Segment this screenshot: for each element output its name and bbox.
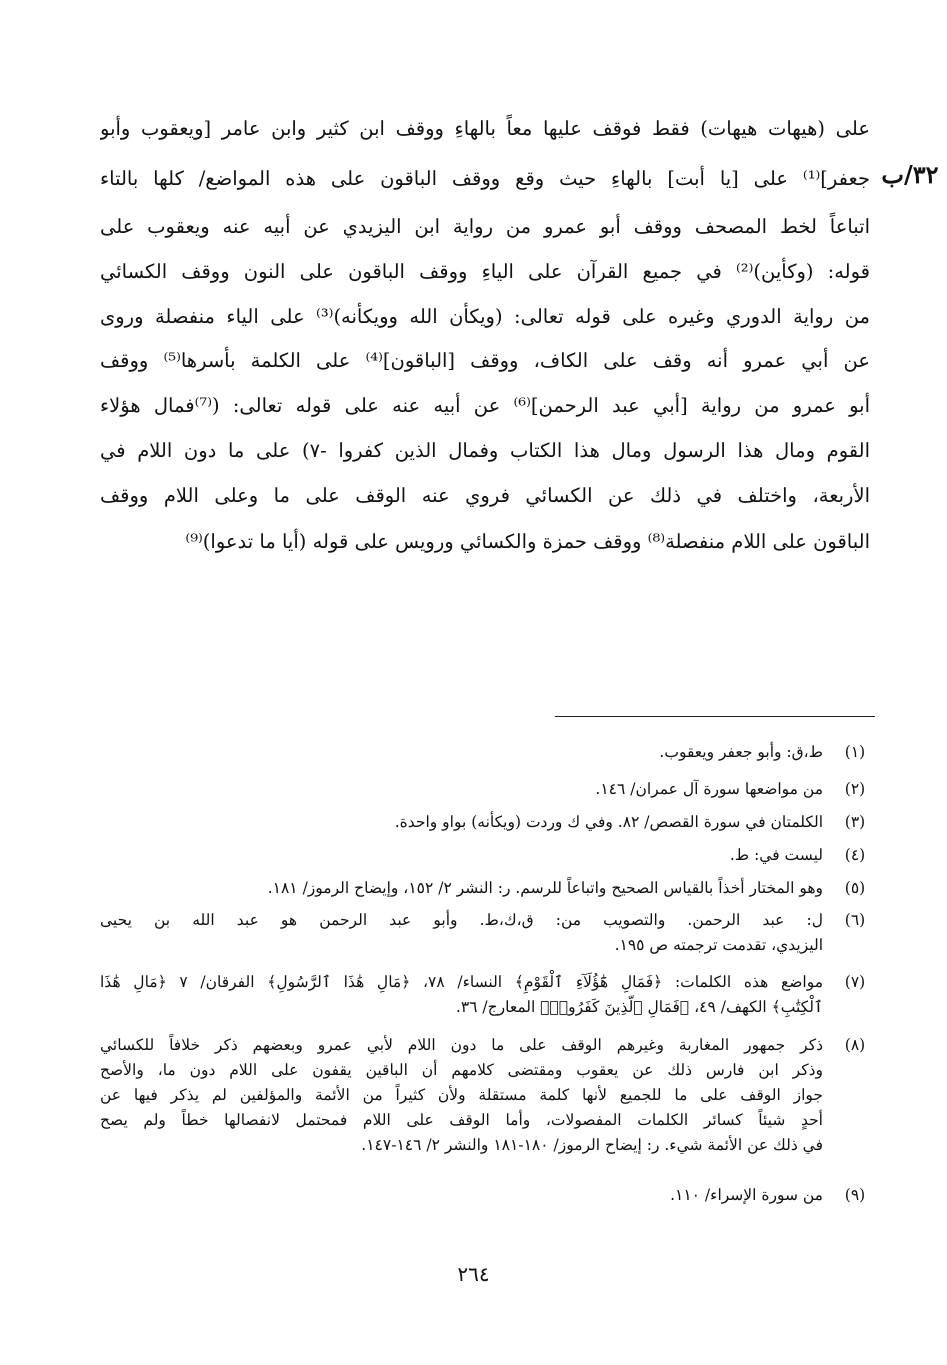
main-text-line: أبو عمرو من رواية [أبي عبد الرحمن]⁽⁶⁾ عن أبيه عنه على قوله تعالى: (⁽⁷⁾فمال هؤلاء: [100, 394, 870, 417]
main-text-line: قوله: (وكأين)⁽²⁾ في جميع القرآن على الياءِ ووقف الباقون على النون ووقف الكسائي: [100, 260, 870, 283]
footnote: [100, 1183, 875, 1208]
main-text-line: اتباعاً لخط المصحف ووقف أبو عمرو من رواية ابن اليزيدي عن أبيه عنه ويعقوب على: [100, 215, 870, 238]
footnote-number: (٣): [844, 813, 866, 831]
main-text-line: من رواية الدوري وغيره على قوله تعالى: (ويكأن الله وويكأنه)⁽³⁾ على الياء منفصلة وروى: [100, 305, 870, 328]
footnote: [100, 1033, 875, 1158]
footnote-number: (٢): [844, 780, 866, 798]
footnote-separator: [555, 716, 875, 717]
footnote-number: (١): [844, 743, 866, 761]
footnote-line: في ذلك عن الأئمة شيء. ر: إيضاح الرموز/ ١٨٠-١٨١ والنشر ٢/ ١٤٦-١٤٧.: [361, 1136, 823, 1154]
footnote-number: (٧): [844, 973, 866, 991]
footnote-number: (٨): [844, 1036, 866, 1054]
footnote-line: ط،ق: وأبو جعفر ويعقوب.: [659, 743, 823, 761]
margin-folio-note: ٣٢/ب: [881, 160, 939, 189]
footnote-line: ل: عبد الرحمن. والتصويب من: ق،ك،ط. وأبو عبد الرحمن هو عبد الله بن يحيى: [100, 911, 823, 929]
main-text-line: الباقون على اللام منفصلة⁽⁸⁾ ووقف حمزة والكسائي ورويس على قوله (أيا ما تدعوا)⁽⁹⁾: [185, 530, 870, 553]
footnote-number: (٦): [844, 911, 866, 929]
main-text-line: القوم ومال هذا الرسول ومال هذا الكتاب وفمال الذين كفروا -٧) على ما دون اللام في: [100, 439, 870, 462]
footnote-line: أحدٍ شيئاً كسائر الكلمات المفصولات، وأما الوقف على اللام فمحتمل لانفصالها خطاً ولم يصح: [100, 1111, 823, 1129]
main-text-line: على (هيهات هيهات) فقط فوقف عليها معاً بالهاءِ ووقف ابن كثير وابن عامر [ويعقوب وأبو: [100, 117, 870, 140]
footnote-line: من مواضعها سورة آل عمران/ ١٤٦.: [595, 780, 823, 798]
footnote-line: وهو المختار أخذاً بالقياس الصحيح واتباعاً للرسم. ر: النشر ٢/ ١٥٢، وإيضاح الرموز/ ١٨١.: [267, 879, 823, 897]
footnote: [100, 777, 875, 802]
footnote-line: الكلمتان في سورة القصص/ ٨٢. وفي ك وردت (ويكأنه) بواو واحدة.: [394, 813, 823, 831]
main-text-line: الأربعة، واختلف في ذلك عن الكسائي فروي عنه الوقف على ما وعلى اللام ووقف: [100, 484, 870, 507]
footnote-line: ٱلْكِتَٰبِ﴾ الكهف/ ٤٩، ﴿فَمَالِ ٱلَّذِينَ كَفَرُوا۟﴾ المعارج/ ٣٦.: [455, 998, 823, 1016]
footnote-line: وذكر ابن فارس ذلك عن يعقوب ومقتضى كلامهم أن الباقين يقفون على اللام دون ما، والأصح: [100, 1061, 823, 1079]
footnote-line: من سورة الإسراء/ ١١٠.: [670, 1186, 823, 1204]
footnote: [100, 876, 875, 901]
footnote: [100, 740, 875, 765]
footnote-line: مواضع هذه الكلمات: ﴿فَمَالِ هَٰٓؤُلَآءِ ٱلْقَوْمِ﴾ النساء/ ٧٨، ﴿مَالِ هَٰذَا ٱلرَّسُولِ﴾ الفرقان/ ٧ ﴿مَالِ هَٰذَا: [100, 973, 823, 991]
footnote: [100, 970, 875, 1020]
footnote: [100, 810, 875, 835]
footnote-line: جواز الوقف على ما للجميع لأنها كلمة مستقلة ولأن كثيراً من الأئمة والمؤلفين لم يذكر فيها عن: [100, 1086, 823, 1104]
footnote-line: اليزيدي، تقدمت ترجمته ص ١٩٥.: [614, 936, 823, 954]
main-text-line: عن أبي عمرو أنه وقف على الكاف، ووقف [الباقون]⁽⁴⁾ على الكلمة بأسرها⁽⁵⁾ ووقف: [100, 349, 870, 372]
footnote-number: (٥): [844, 879, 866, 897]
main-text-line: جعفر]⁽¹⁾ على [يا أبت] بالهاءِ حيث وقع ووقف الباقون على هذه المواضع/ كلها بالتاء: [100, 167, 870, 190]
page-number: ٢٦٤: [457, 1262, 490, 1286]
footnote: [100, 843, 875, 868]
footnote-line: ذكر جمهور المغاربة وغيرهم الوقف على ما دون اللام لأبي عمرو وبعضهم ذكر خلافاً للكسائي: [100, 1036, 823, 1054]
footnote-line: ليست في: ط.: [729, 846, 823, 864]
footnote: [100, 908, 875, 958]
footnote-number: (٩): [844, 1186, 866, 1204]
footnote-number: (٤): [844, 846, 866, 864]
